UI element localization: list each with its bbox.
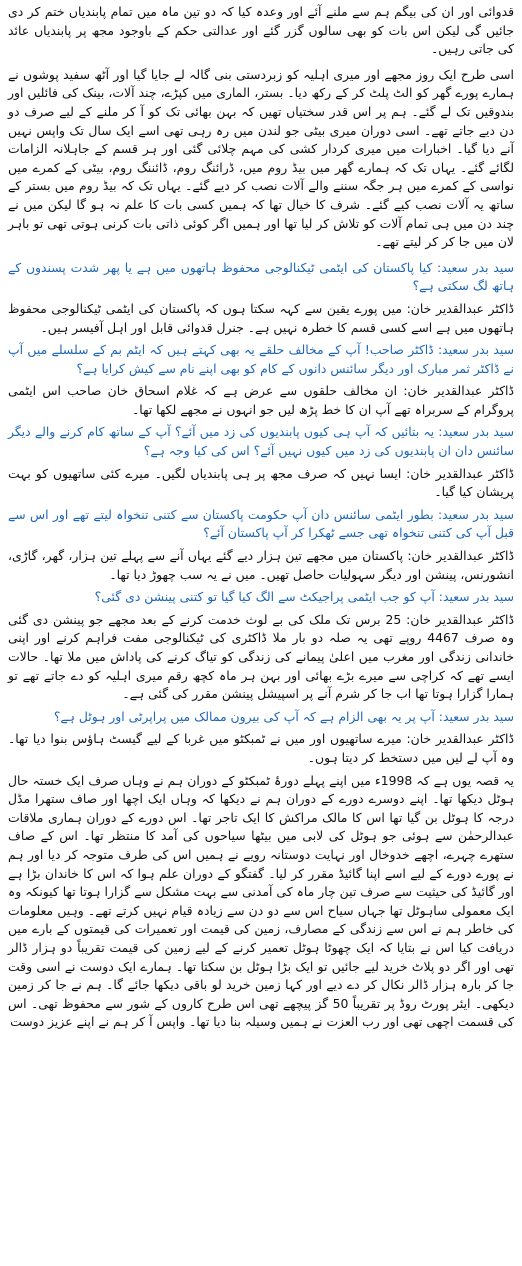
interview-question: سید بدر سعید: یہ بتائیں کہ آپ ہی کیوں پابندیوں کی زد میں آئے؟ آپ کے ساتھ کام کرنے والے دیگر سائنس دان ان پابندیوں کی زد میں کیوں نہیں آئے؟ اس کی کیا وجہ ہے؟ (8, 424, 514, 459)
article-paragraph: یہ قصہ یوں ہے کہ 1998ء میں اپنے پہلے دورۂ ٹمبکٹو کے دوران ہم نے وہاں صرف ایک خستہ حال ہوٹل دیکھا تھا۔ اپنے دوسرے دورے کے دوران ہم نے دیکھا کہ وہاں ایک اچھا اور صاف ستھرا مڈل درجہ کا ہوٹل بن گیا تھا اس کا مالک مراکش کا ایک تاجر تھا۔ اس دورے کے دوران ہماری ملاقات عبدالرحمٰن سے ہوئی جو ہوٹل کی لابی میں بیٹھا سیاحوں کی آمد کا منتظر تھا۔ اس کے صاف ستھرے چہرے، اچھے خدوخال اور نہایت دوستانہ رویے نے ہمیں اس کی طرف متوجہ کر دیا اور ہم نے پورے دورے کے لیے اسے اپنا گائیڈ مقرر کر لیا۔ گفتگو کے دوران علم ہوا کہ اس کا خاندان بڑا ہے اور گائیڈ کی حیثیت سے صرف تین چار ماہ کی آمدنی سے بہت مشکل سے گزارا ہوتا تھا کیونکہ وہ ایک معمولی ساہوٹل تھا جہاں سیاح اس سے دو دن سے زیادہ قیام نہیں کرتے تھے۔ وہیں معلومات کی خاطر ہم نے اس سے زندگی کے مصارف، زمین کی قیمت اور تعمیرات کی قیمتوں کے بارے میں دریافت کیا اس نے بتایا کہ ایک چھوٹا ہوٹل تعمیر کرنے کے لیے زمین کی قیمت تقریباً دو ہزار ڈالر تھی اور اگر دو پلاٹ خرید لیے جائیں تو ایک بڑا ہوٹل بن سکتا تھا۔ ہمارے ایک دوست نے اسی وقت جا کر بارہ ہزار ڈالر نکال کر دے دیے اور کہا زمین خرید لو باقی دیکھا جائے گا۔ ہم نے جا کر زمین دیکھی۔ ایئر پورٹ روڈ پر تقریباً 50 گز پیچھے تھی اس طرح کاروں کے شور سے محفوظ تھی۔ اس کی قسمت اچھی تھی اور رب العزت نے ہمیں وسیلہ بنا دیا تھا۔ واپس آ کر ہم نے اپنے عزیز دوست (8, 772, 514, 1030)
interview-answer: ڈاکٹر عبدالقدیر خان: 25 برس تک ملک کی بے لوث خدمت کرنے کے بعد مجھے جو پینشن دی گئی وہ صرف 4467 روپے تھی یہ صلہ دو بار ملا ڈاکٹری کی ٹیکنالوجی مفت فراہم کرنے اور اپنی خاندانی زندگی اور مغرب میں اعلیٰ پیمانے کی زندگی کو تیاگ کرنے کی پاداش میں ملا تھا۔ حالات ایسے تھے کہ کراچی سے میرے بڑے بھائی اور بہن ہر ماہ کچھ رقم میری اہلیہ کو دے جاتے تھے تو ہمارا گزارا ہوتا تھا اب جا کر شرم آنے پر اسپیشل پینشن مقرر کی گئی ہے۔ (8, 611, 515, 702)
article-paragraph: قدوائی اور ان کی بیگم ہم سے ملنے آئے اور وعدہ کیا کہ دو تین ماہ میں تمام پابندیاں ختم کر دی جائیں گی لیکن اس بات کو بھی سالوں گزر گئے اور عدالتی حکم کے باوجود مجھ پر پابندیاں عائد کی جاتی رہیں۔ (8, 4, 514, 57)
interview-answer: ڈاکٹر عبدالقدیر خان: ایسا نہیں کہ صرف مجھ پر ہی پابندیاں لگیں۔ میرے کئی ساتھیوں کو بہت پریشان کیا گیا۔ (8, 465, 514, 500)
interview-question: سید بدر سعید: آپ کو جب ایٹمی پراجیکٹ سے الگ کیا گیا تو کتنی پینشن دی گئی؟ (94, 589, 514, 605)
interview-question: سید بدر سعید: کیا پاکستان کی ایٹمی ٹیکنالوجی محفوظ ہاتھوں میں ہے یا پھر شدت پسندوں کے ہاتھ لگ سکتی ہے؟ (8, 259, 514, 294)
interview-answer: ڈاکٹر عبدالقدیر خان: ان مخالف حلقوں سے عرض ہے کہ غلام اسحاق خان صاحب اس ایٹمی پروگرام کے سربراہ تھے آپ ان کا خط پڑھ لیں جو انہوں نے مجھے لکھا تھا۔ (8, 383, 514, 417)
interview-question: سید بدر سعید: بطور ایٹمی سائنس دان آپ حکومت پاکستان سے کتنی تنخواہ لیتے تھے اور اس سے قبل آپ کی کتنی تنخواہ تھی جسے ٹھکرا کر آپ پاکستان آئے؟ (8, 506, 514, 541)
interview-answer: ڈاکٹر عبدالقدیر خان: میرے ساتھیوں اور میں نے ٹمبکٹو میں غربا کے لیے گیسٹ ہاؤس بنوا دیا تھا۔ وہ آپ لے لیں میں دستخط کر دیتا ہوں۔ (8, 731, 514, 765)
interview-question: سید بدر سعید: آپ پر یہ بھی الزام ہے کہ آپ کی بیرون ممالک میں پراپرٹی اور ہوٹل ہے؟ (53, 708, 514, 724)
interview-question: سید بدر سعید: ڈاکٹر صاحب! آپ کے مخالف حلقے یہ بھی کہتے ہیں کہ ایٹم بم کے سلسلے میں آپ نے ڈاکٹر ثمر مبارک اور دیگر سائنس دانوں کے کام کو بھی اپنے نام سے کیش کرایا ہے؟ (8, 342, 514, 376)
interview-answer: ڈاکٹر عبدالقدیر خان: پاکستان میں مجھے تین ہزار دیے گئے یہاں آنے سے پہلے تین ہزار، گھر، گاڑی، انشورنس، پینشن اور دیگر سہولیات حاصل تھیں۔ میں نے یہ سب چھوڑ دیا تھا۔ (8, 548, 514, 582)
article-paragraph: اسی طرح ایک روز مجھے اور میری اہلیہ کو زبردستی بنی گالہ لے جایا گیا اور آٹھ سفید پوشوں نے ہمارے پورے گھر کو الٹ پلٹ کر کے رکھ دیا۔ بستر، الماری میں کپڑے، چند آلات، بینک کی فائلیں اور بندوقیں تک لے گئے۔ ہم پر اس قدر سختیاں تھیں کہ بہن بھائی تک کو آ کر ملنے کے لیے صرف دو دن دیے جاتے تھے۔ اسی دوران میری بیٹی جو لندن میں رہ رہی تھی اسے ایک سال تک واپس نہیں آنے دیا گیا۔ اخبارات میں میری کردار کشی کی مہم چلائی گئی اور ہر قسم کے جاہلانہ الزامات لگائے گئے۔ یہاں تک کہ ہمارے گھر میں بیڈ روم میں، ڈرائنگ روم، ڈائننگ روم، بیٹی کے کمرے میں نواسی کے کمرے میں ہر جگہ سننے والے آلات نصب کر دیے گئے۔ یہاں تک کہ بیڈ روم میں بستر کے ساتھ یہ آلات نصب کیے گئے۔ شرف کا خیال تھا کہ ہمیں کسی بات کا علم نہ ہو گا لیکن میں نے چند دن میں ہی تمام آلات کو تلاش کر لیا تھا اور ہمیں اگر کوئی ذاتی بات کرنی ہوتی تھی تو باہر لان میں جا کر کر لیتے تھے۔ (8, 66, 514, 250)
interview-answer: ڈاکٹر عبدالقدیر خان: میں پورے یقین سے کہہ سکتا ہوں کہ پاکستان کی ایٹمی ٹیکنالوجی محفوظ ہاتھوں میں ہے اسے کسی قسم کا خطرہ نہیں ہے۔ جنرل قدوائی قابل اور اہل آفیسر ہیں۔ (8, 300, 514, 335)
